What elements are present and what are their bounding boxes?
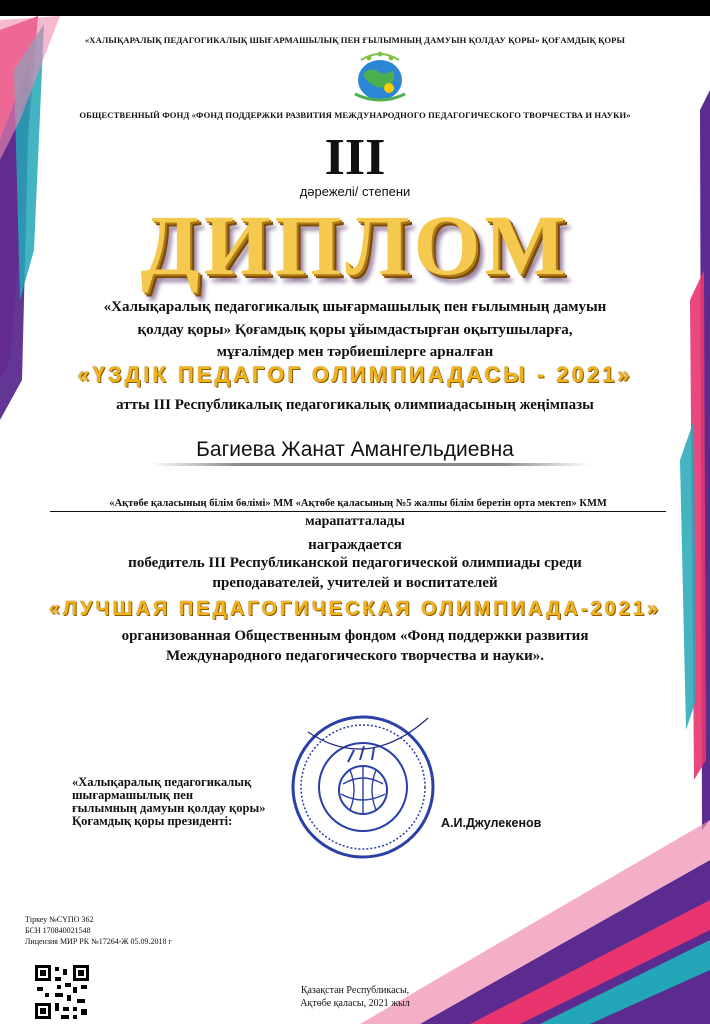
signature-line-1: «Халықаралық педагогикалық — [72, 775, 252, 789]
signature-line-3: ғылымның дамуын қолдау қоры» — [72, 801, 266, 815]
header-kz: «ХАЛЫҚАРАЛЫҚ ПЕДАГОГИКАЛЫҚ ШЫҒАРМАШЫЛЫҚ ПЕН ҒЫЛЫМНЫҢ ДАМУЫН ҚОЛДАУ ҚОРЫ» ҚОҒАМДЫҚ ҚОРЫ — [84, 35, 626, 45]
kz-text-line-3: мұғалімдер мен тәрбиешілерге арналған — [216, 344, 494, 360]
degree-label: дәрежелі/ степени — [299, 184, 411, 199]
registration-line-3: Лицензия МИР РК №17264-Ж 05.09.2018 г — [25, 937, 172, 946]
registration-line-2: БСН 170840021548 — [25, 926, 91, 935]
registration-info — [25, 914, 172, 947]
kz-text-line-4: атты III Республикалық педагогикалық олимпиадасының жеңімпазы — [116, 397, 594, 413]
kz-text-line-2: қолдау қоры» Қоғамдық қоры ұйымдастырған оқытушыларға, — [137, 322, 573, 338]
globe-logo-icon — [349, 50, 411, 106]
ru-text-line-2: преподавателей, учителей и воспитателей — [212, 575, 498, 591]
footer-line-1: Қазақстан Республикасы, — [300, 985, 410, 996]
signature-line-4: Қоғамдық қоры президенті: — [72, 814, 233, 828]
signature-title — [72, 776, 265, 828]
ru-text-line-1: победитель III Республиканской педагогической олимпиады среди — [128, 555, 582, 571]
signatory-name: А.И.Джулекенов — [441, 816, 542, 830]
winner-name: Багиева Жанат Амангельдиевна — [196, 438, 514, 461]
registration-line-1: Тіркеу №СҮПО 362 — [25, 915, 94, 924]
winner-underline — [150, 463, 590, 466]
awarded-kz: марапатталады — [305, 514, 405, 529]
top-black-bar — [0, 0, 710, 16]
diploma-title: ДИПЛОМ — [140, 197, 570, 293]
awarded-ru: награждается — [308, 537, 402, 553]
organization-name: «Ақтөбе қаласының білім бөлімі» ММ «Ақтөбе қаласының №5 жалпы білім беретін орта мектеп» КММ — [50, 497, 666, 512]
degree-numeral: III — [324, 129, 386, 186]
ru-olympiad-title: «ЛУЧШАЯ ПЕДАГОГИЧЕСКАЯ ОЛИМПИАДА-2021» — [48, 598, 662, 620]
signature-line-2: шығармашылық пен — [72, 788, 194, 802]
footer-line-2: Ақтөбе қаласы, 2021 жыл — [300, 998, 410, 1009]
footer — [0, 984, 710, 1010]
kz-text-line-1: «Халықаралық педагогикалық шығармашылық пен ғылымның дамуын — [103, 299, 607, 315]
ru-text-line-3: организованная Общественным фондом «Фонд поддержки развития — [121, 628, 589, 644]
official-stamp-icon — [288, 712, 438, 862]
header-ru: ОБЩЕСТВЕННЫЙ ФОНД «ФОНД ПОДДЕРЖКИ РАЗВИТИЯ МЕЖДУНАРОДНОГО ПЕДАГОГИЧЕСКОГО ТВОРЧЕСТВА И НАУКИ» — [79, 110, 631, 120]
ru-text-line-4: Международного педагогического творчества и науки». — [165, 648, 545, 664]
kz-olympiad-title: «ҮЗДІК ПЕДАГОГ ОЛИМПИАДАСЫ - 2021» — [77, 362, 633, 387]
